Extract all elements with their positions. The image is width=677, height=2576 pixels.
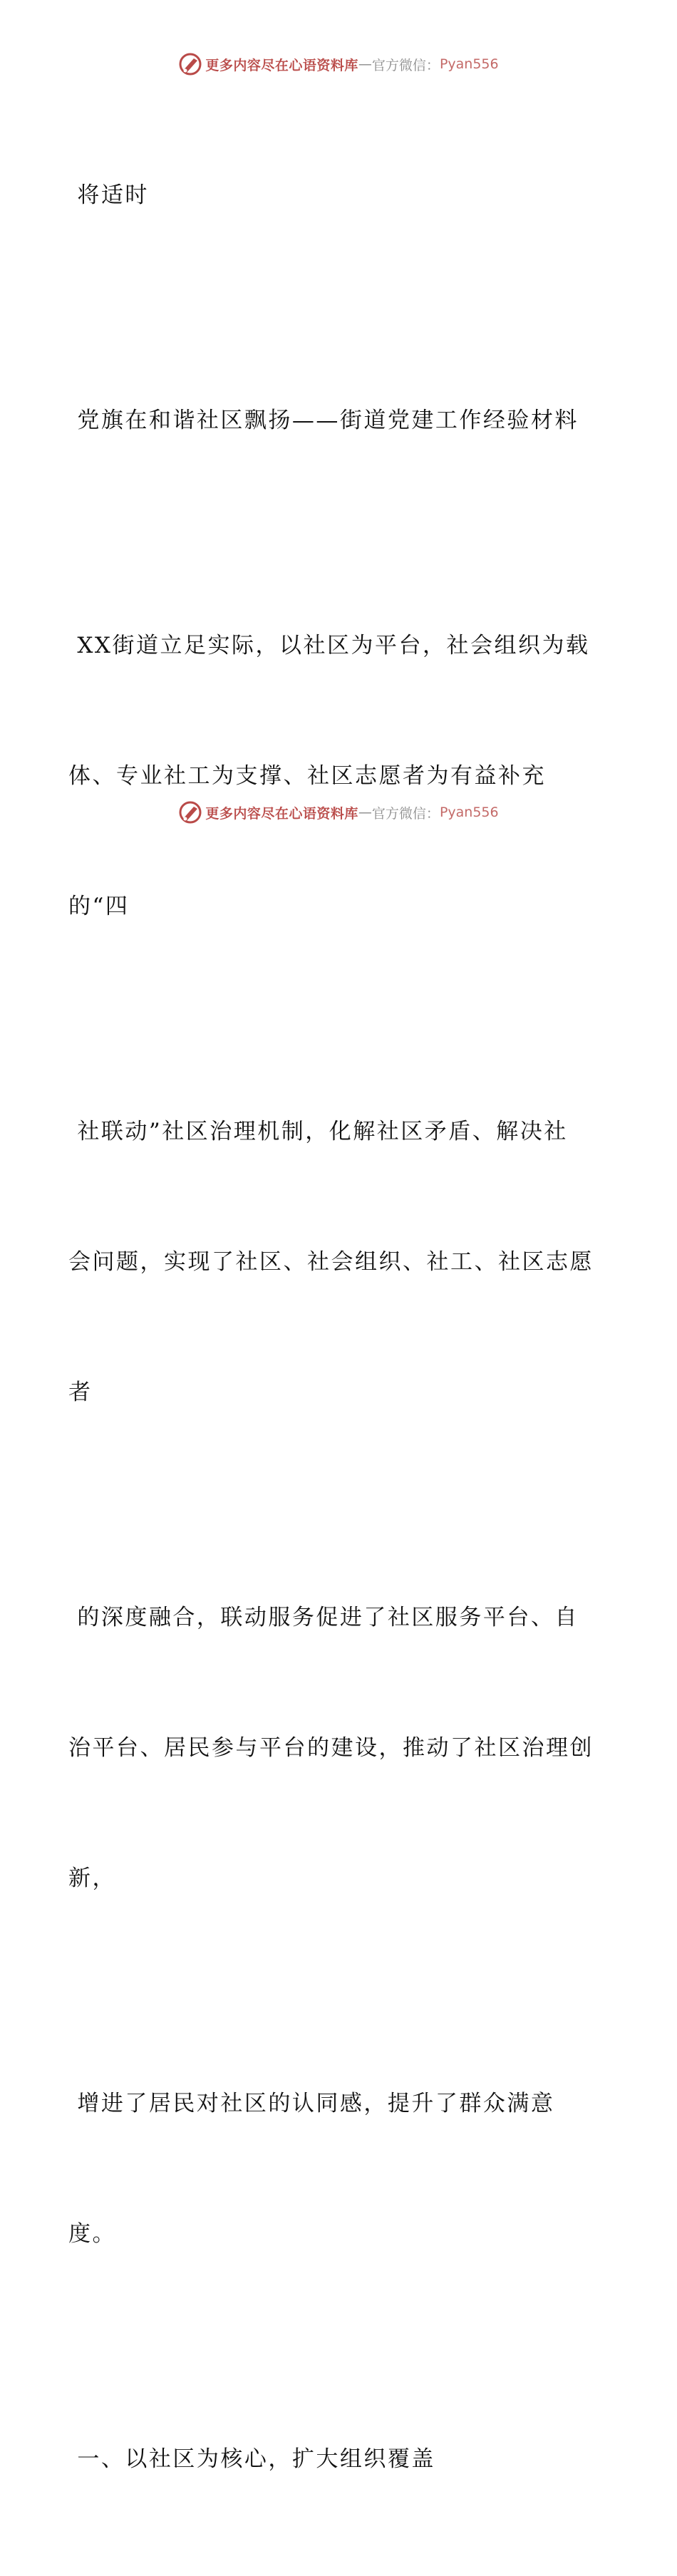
text-line: 治平台、居民参与平台的建设，推动了社区治理创 [68,1735,594,1761]
pen-logo-icon [178,800,202,824]
watermark-header [0,50,677,78]
text-line: 体、专业社工为支撑、社区志愿者为有益补充 [68,763,546,789]
paragraph [68,1509,617,1987]
watermark-account: Pyan556 [439,56,499,72]
paragraph [68,1995,617,2343]
text-line: 度。 [68,2221,116,2247]
document-title [68,312,617,529]
text-line: 的“四 [68,894,130,919]
section-heading [68,2351,617,2568]
pen-logo-icon [178,52,202,76]
watermark-wechat-label: 官方微信： [371,805,440,822]
text-line: 者 [68,1380,93,1405]
text-line: 党旗在和谐社区飘扬——街道党建工作经验材料 [68,408,579,433]
document-body [68,87,617,2576]
watermark-library-text: 更多内容尽在心语资料库 [205,805,358,822]
watermark-dash: — [358,805,372,820]
text-line: 的深度融合，联动服务促进了社区服务平台、自 [68,1605,579,1630]
watermark-footer [0,798,677,827]
text-line: 将适时 [68,182,149,208]
text-line: 会问题，实现了社区、社会组织、社工、社区志愿 [68,1249,594,1275]
text-line: 增进了居民对社区的认同感，提升了群众满意 [68,2091,555,2116]
paragraph [68,1023,617,1501]
paragraph [68,87,617,304]
watermark-library-text: 更多内容尽在心语资料库 [205,57,358,73]
text-line: 一、以社区为核心，扩大组织覆盖 [68,2446,435,2472]
text-line: XX街道立足实际，以社区为平台，社会组织为载 [68,633,590,658]
watermark-dash: — [358,56,372,72]
watermark-account: Pyan556 [439,805,499,820]
watermark-wechat-label: 官方微信： [371,57,440,73]
text-line: 社联动”社区治理机制，化解社区矛盾、解决社 [68,1119,568,1144]
paragraph [68,537,617,1015]
text-line: 新， [68,1866,116,1891]
